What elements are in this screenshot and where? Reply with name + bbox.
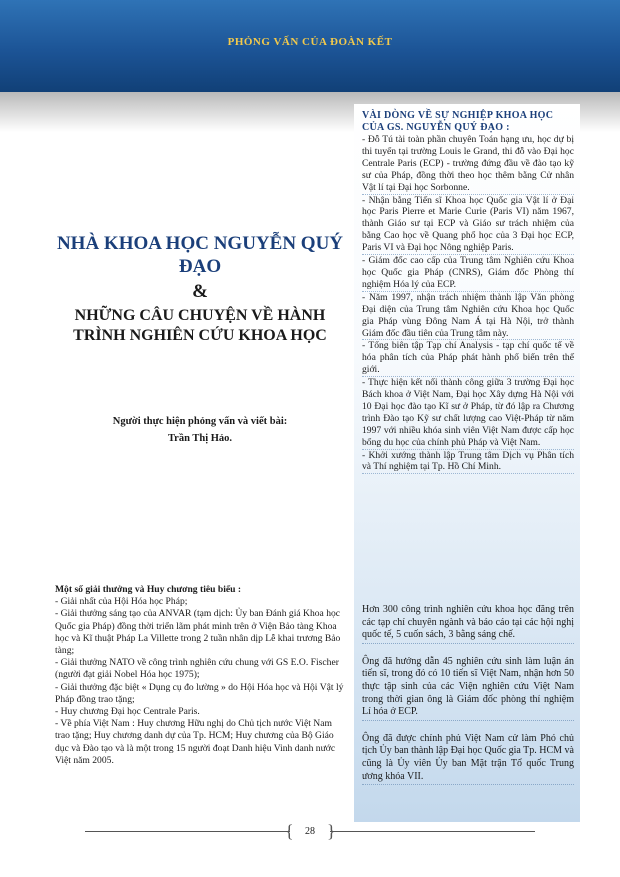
sidebar-heading: VÀI DÒNG VỀ SỰ NGHIỆP KHOA HỌC CỦA GS. NGUYỄN QUÝ ĐẠO :: [362, 110, 554, 133]
article-title: [55, 232, 345, 346]
title-name: NHÀ KHOA HỌC NGUYỄN QUÝ ĐẠO: [56, 233, 344, 277]
award-item: - Giải thưởng sáng tạo của ANVAR (tạm dịch: Ủy ban Đánh giá Khoa học Quốc gia Pháp) đồng thời triển lãm phát minh trên ở Viện Bảo tàng Khoa học và Kĩ thuật Pháp La Villette trong 2 tuần nhân dịp Lễ khai trương Bảo tàng;: [55, 608, 341, 657]
header-title: PHỎNG VẤN CỦA ĐOÀN KẾT: [227, 36, 393, 48]
summary-paragraph: Ông đã hướng dẫn 45 nghiên cứu sinh làm luận án tiến sĩ, trong đó có 10 tiến sĩ Việt Nam, nhận hơn 50 thực tập sinh của các Viện nghiên cứu Việt Nam trong thời gian ông là Giám đốc phòng thí nghiệm Lí hóa ở ECP.: [362, 656, 574, 721]
sidebar-summary: [362, 604, 574, 797]
awards-heading: Một số giải thưởng và Huy chương tiêu biểu :: [55, 584, 242, 595]
award-item: - Về phía Việt Nam : Huy chương Hữu nghị do Chủ tịch nước Việt Nam trao tặng; Huy chương danh dự của Tp. HCM; Huy chương của Bộ Giáo dục và Đào tạo và là một trong 15 người đoạt Danh hiệu Vinh danh nước Việt năm 2005.: [55, 718, 336, 766]
career-item: - Khởi xướng thành lập Trung tâm Dịch vụ Phân tích và Thí nghiệm tại Tp. Hồ Chí Minh.: [362, 449, 574, 473]
title-subtitle: NHỮNG CÂU CHUYỆN VỀ HÀNH TRÌNH NGHIÊN CỨU KHOA HỌC: [73, 307, 327, 344]
summary-paragraph: Hơn 300 công trình nghiên cứu khoa học đăng trên các tạp chí chuyên ngành và báo cáo tại các hội nghị quốc tế, 5 cuốn sách, 3 bằng sáng chế.: [362, 604, 574, 644]
career-item: - Nhận bằng Tiến sĩ Khoa học Quốc gia Vật lí ở Đại học Paris Pierre et Marie Curie (Paris VI) năm 1967, thành Giáo sư tại ECP và Giáo sư trách nhiệm của bằng Cao học về Quang phổ học của 3 Đại học ECP, Paris VI và Đại học Nông nghiệp Paris.: [362, 194, 574, 254]
awards-section: [55, 584, 345, 767]
author-block: [55, 413, 345, 447]
career-item: - Tổng biên tập Tạp chí Analysis - tạp chí quốc tế về hóa phân tích của Pháp phát hành phổ biến trên thế giới.: [362, 340, 574, 376]
award-item: - Giải thưởng đặc biệt « Dụng cụ đo lường » do Hội Hóa học và Hội Vật lý Pháp đồng trao tặng;: [55, 681, 344, 705]
footer-rule-right: [330, 831, 535, 832]
award-item: - Huy chương Đại học Centrale Paris.: [55, 706, 200, 718]
author-label: Người thực hiện phỏng vấn và viết bài:: [112, 416, 288, 427]
career-sidebar: [354, 104, 580, 822]
career-item: - Đỗ Tú tài toàn phần chuyên Toán hạng ưu, học dự bị thi tuyển tại trường Louis le Grand, thi đỗ vào Đại học Centrale Paris (ECP) - trường đứng đầu về đào tạo kỹ sư của Pháp, đồng thời theo học thêm bằng Cử nhân Vật lí tại Đại học Sorbonne.: [362, 134, 574, 193]
career-list: [362, 110, 574, 474]
award-item: - Giải nhất của Hội Hóa học Pháp;: [55, 596, 188, 608]
header-band: [0, 0, 620, 92]
career-item: - Thực hiện kết nối thành công giữa 3 trường Đại học Bách khoa ở Việt Nam, Đại học Xây dựng Hà Nội với 10 Đại học đào tạo Kĩ sư ở Pháp, từ đó lập ra Chương trình Đào tạo Kỹ sư chất lượng cao Việt-Pháp từ năm 1997 với nhiều khóa sinh viên Việt Nam được cấp học bổng du học của chính phủ Pháp và Việt Nam.: [362, 377, 574, 448]
career-item: - Giám đốc cao cấp của Trung tâm Nghiên cứu Khoa học Quốc gia Pháp (CNRS), Giám đốc Phòng thí nghiệm Hóa lý của ECP.: [362, 255, 574, 290]
page-number: 28: [305, 826, 315, 837]
title-ampersand: &: [192, 281, 208, 302]
author-name: Trần Thị Hảo.: [167, 433, 233, 444]
career-item: - Năm 1997, nhận trách nhiệm thành lập Văn phòng Đại diện của Trung tâm Nghiên cứu Khoa học Quốc gia Pháp vùng Đông Nam Á tại Hà Nội, trở thành Giám đốc đầu tiên của Trung tâm này.: [362, 291, 574, 339]
left-brace-ornament: {: [285, 821, 294, 841]
summary-paragraph: Ông đã được chính phủ Việt Nam cử làm Phó chủ tịch Ủy ban thành lập Đại học Quốc gia Tp. HCM và cũng là Ủy viên Ủy ban Mặt trận Tổ quốc Trung ương khóa VII.: [362, 733, 574, 785]
right-brace-ornament: }: [327, 821, 336, 841]
footer-rule-left: [85, 831, 290, 832]
award-item: - Giải thưởng NATO về công trình nghiên cứu chung với GS E.O. Fischer (người đạt giải Nobel Hóa học 1975);: [55, 657, 339, 681]
